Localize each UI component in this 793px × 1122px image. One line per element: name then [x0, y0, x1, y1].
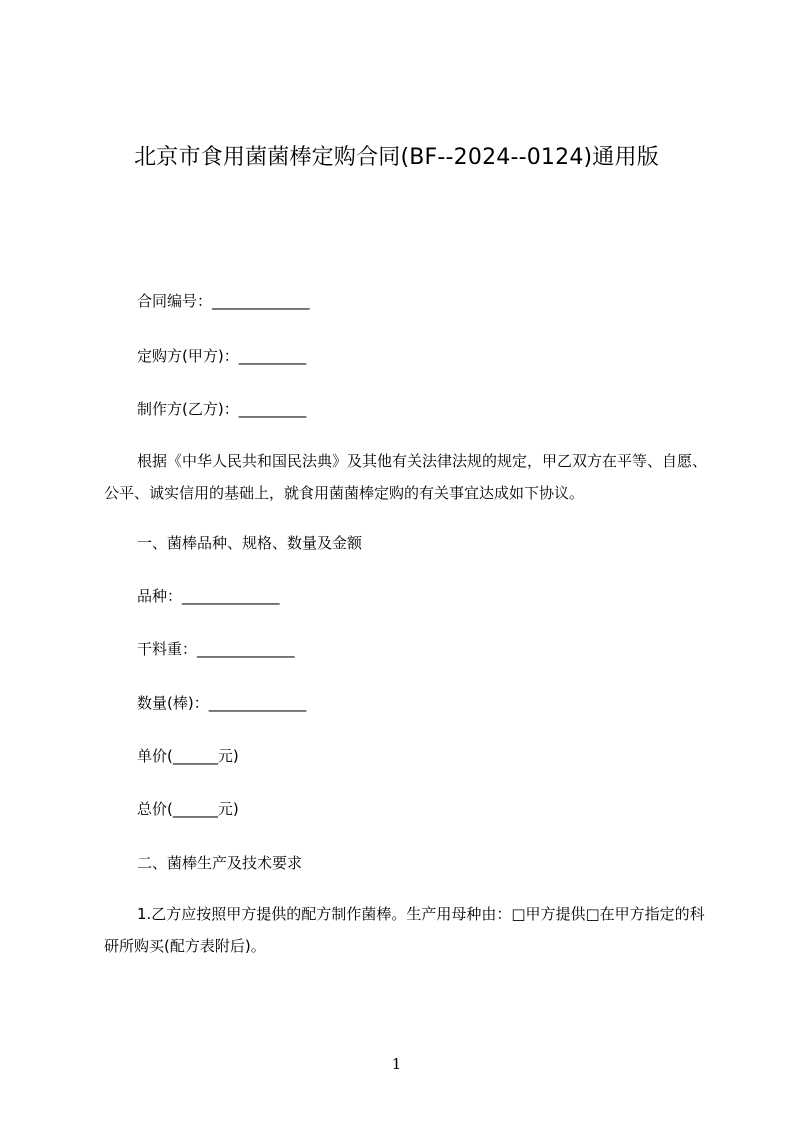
variety-field: 品种：_____________: [137, 587, 280, 605]
maker-party-field: 制作方(乙方)：_________: [137, 400, 307, 418]
contract-number-field: 合同编号：_____________: [137, 292, 310, 310]
section-1-heading: 一、菌棒品种、规格、数量及金额: [137, 534, 363, 552]
clause-2-1-paragraph: 1.乙方应按照甲方提供的配方制作菌棒。生产用母种由：□甲方提供□在甲方指定的科研所购买(配方表附后)。: [104, 905, 705, 955]
quantity-field: 数量(棒)：_____________: [137, 694, 307, 712]
buyer-party-field: 定购方(甲方)：_________: [137, 347, 307, 365]
document-title: 北京市食用菌菌棒定购合同(BF--2024--0124)通用版: [134, 145, 659, 170]
preamble-paragraph: 根据《中华人民共和国民法典》及其他有关法律法规的规定，甲乙双方在平等、自愿、公平、诚实信用的基础上，就食用菌菌棒定购的有关事宜达成如下协议。: [104, 452, 708, 502]
page-number: 1: [391, 1055, 402, 1073]
dry-weight-field: 干料重：_____________: [137, 640, 295, 658]
section-2-heading: 二、菌棒生产及技术要求: [137, 854, 303, 872]
unit-price-field: 单价(______元): [137, 747, 239, 765]
total-price-field: 总价(______元): [137, 800, 239, 818]
